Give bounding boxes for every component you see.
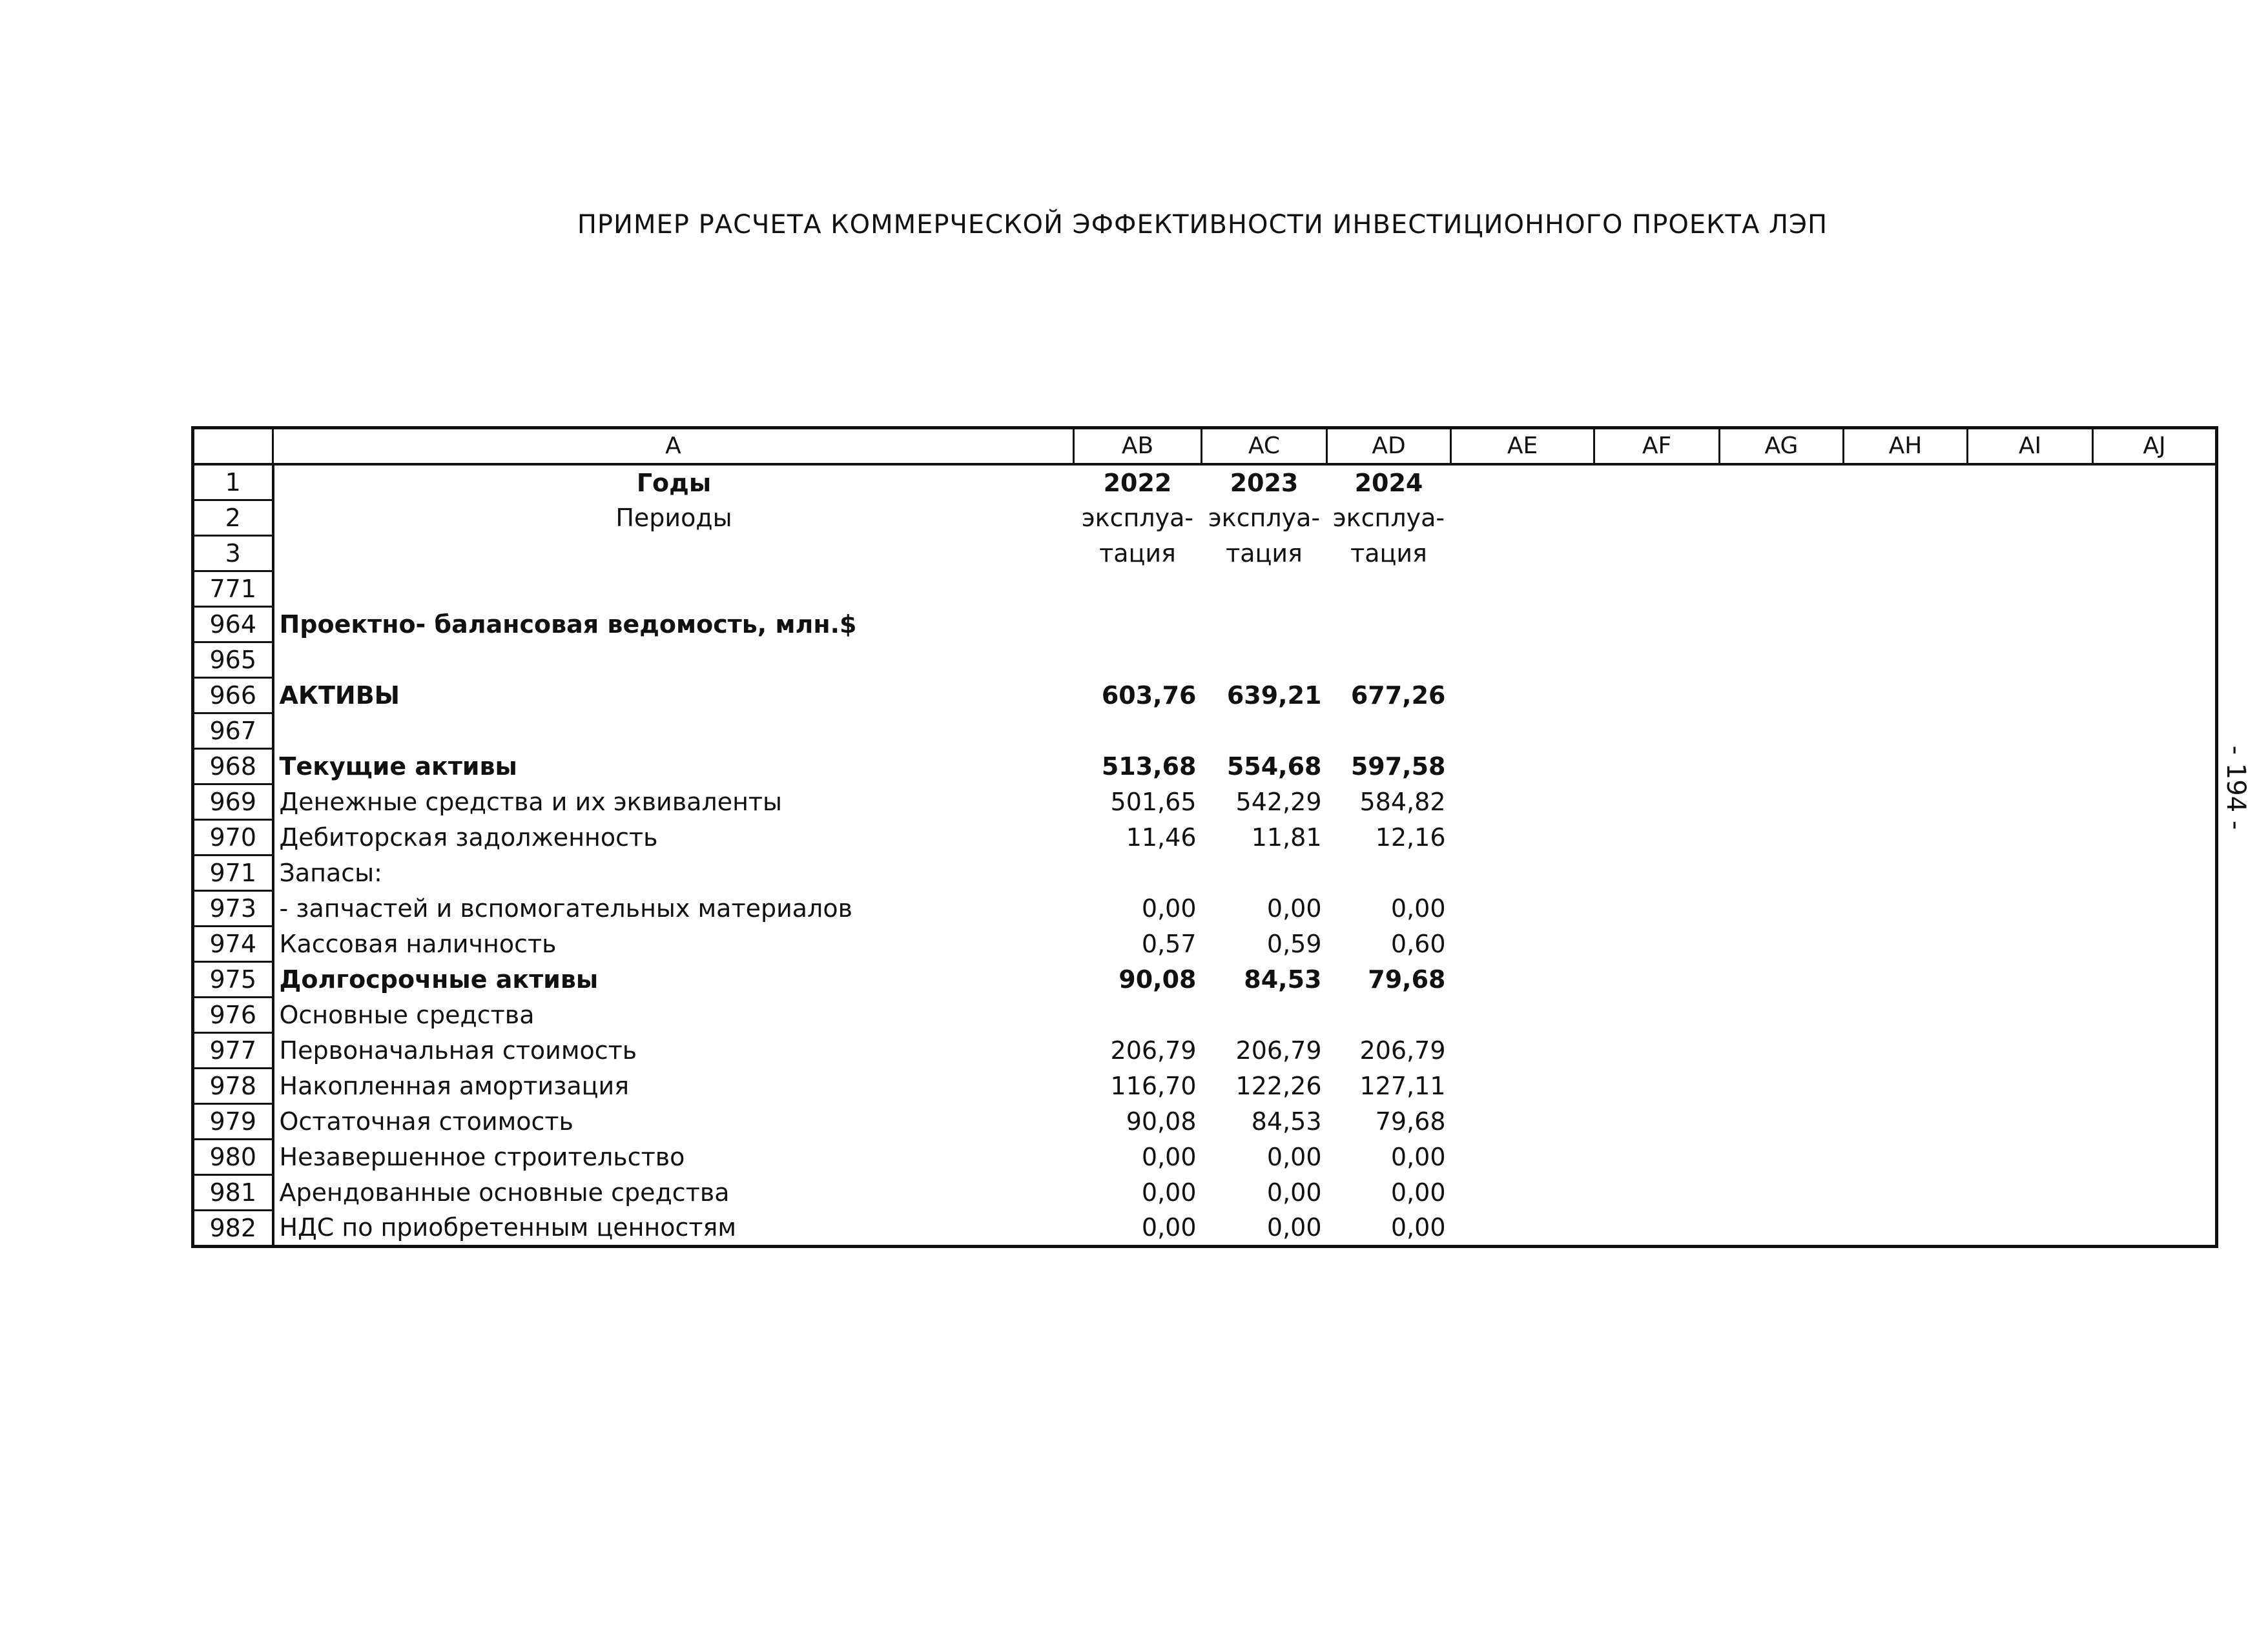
row-label[interactable]: Накопленная амортизация: [279, 1072, 630, 1100]
empty-cell[interactable]: [1720, 607, 1844, 642]
table-row: [193, 1033, 2217, 1069]
table-row: [193, 642, 2217, 678]
row-number[interactable]: 967: [193, 713, 273, 749]
column-header-ah[interactable]: AH: [1844, 428, 1968, 465]
cell-ab[interactable]: 513,68: [1101, 752, 1197, 781]
cell-ab[interactable]: 0,57: [1141, 930, 1197, 958]
cell-ad[interactable]: 0,00: [1390, 1213, 1446, 1242]
empty-cell[interactable]: [1844, 1140, 1968, 1175]
row-label[interactable]: Долгосрочные активы: [279, 965, 599, 994]
row-label[interactable]: [273, 642, 1074, 678]
cell-ac[interactable]: [1202, 998, 1327, 1033]
empty-cell[interactable]: [1968, 1175, 2093, 1211]
empty-cell[interactable]: [1594, 607, 1720, 642]
empty-cell[interactable]: [1594, 536, 1720, 571]
row-number[interactable]: 968: [193, 749, 273, 784]
cell-ac[interactable]: 554,68: [1226, 752, 1322, 781]
table-row: [193, 1069, 2217, 1104]
empty-cell[interactable]: [1844, 464, 1968, 500]
row-number[interactable]: 982: [193, 1211, 273, 1247]
empty-cell[interactable]: [1844, 784, 1968, 820]
cell-ab[interactable]: [1074, 642, 1202, 678]
cell-ad[interactable]: 0,00: [1390, 894, 1446, 923]
empty-cell[interactable]: [2093, 1211, 2217, 1247]
column-header-ag[interactable]: AG: [1720, 428, 1844, 465]
empty-cell[interactable]: [2093, 500, 2217, 536]
empty-cell[interactable]: [1844, 927, 1968, 962]
spreadsheet-table: [191, 426, 2218, 1248]
cell-ab[interactable]: [1074, 998, 1202, 1033]
empty-cell[interactable]: [1451, 891, 1594, 927]
empty-cell[interactable]: [2093, 642, 2217, 678]
empty-cell[interactable]: [1844, 571, 1968, 607]
empty-cell[interactable]: [1451, 500, 1594, 536]
empty-cell[interactable]: [1594, 571, 1720, 607]
row-label[interactable]: [273, 571, 1074, 607]
empty-cell[interactable]: [2093, 536, 2217, 571]
empty-cell[interactable]: [1451, 1069, 1594, 1104]
empty-cell[interactable]: [1594, 820, 1720, 855]
empty-cell[interactable]: [1594, 891, 1720, 927]
empty-cell[interactable]: [2093, 927, 2217, 962]
empty-cell[interactable]: [1968, 784, 2093, 820]
cell-ac[interactable]: [1202, 855, 1327, 891]
cell-ad[interactable]: 677,26: [1350, 681, 1446, 710]
empty-cell[interactable]: [1844, 962, 1968, 998]
empty-cell[interactable]: [1968, 713, 2093, 749]
cell-ad[interactable]: 0,00: [1390, 1178, 1446, 1207]
empty-cell[interactable]: [1594, 927, 1720, 962]
empty-cell[interactable]: [1594, 1175, 1720, 1211]
empty-cell[interactable]: [1720, 820, 1844, 855]
empty-cell[interactable]: [1968, 855, 2093, 891]
empty-cell[interactable]: [1451, 642, 1594, 678]
empty-cell[interactable]: [1720, 500, 1844, 536]
row-label[interactable]: Годы: [636, 468, 712, 497]
cell-ad[interactable]: 206,79: [1359, 1036, 1446, 1065]
row-number[interactable]: 965: [193, 642, 273, 678]
empty-cell[interactable]: [1968, 464, 2093, 500]
empty-cell[interactable]: [1968, 927, 2093, 962]
empty-cell[interactable]: [1720, 571, 1844, 607]
empty-cell[interactable]: [2093, 784, 2217, 820]
empty-cell[interactable]: [2093, 855, 2217, 891]
empty-cell[interactable]: [1844, 1069, 1968, 1104]
column-header-ac[interactable]: AC: [1202, 428, 1327, 465]
row-number[interactable]: 977: [193, 1033, 273, 1069]
empty-cell[interactable]: [2093, 464, 2217, 500]
empty-cell[interactable]: [2093, 820, 2217, 855]
empty-cell[interactable]: [1720, 1069, 1844, 1104]
cell-ab[interactable]: 2022: [1103, 468, 1172, 497]
empty-cell[interactable]: [2093, 713, 2217, 749]
cell-ab[interactable]: 0,00: [1141, 1213, 1197, 1242]
empty-cell[interactable]: [1720, 891, 1844, 927]
cell-ac[interactable]: [1202, 713, 1327, 749]
row-label[interactable]: Денежные средства и их эквиваленты: [279, 788, 783, 816]
row-number[interactable]: 3: [193, 536, 273, 571]
cell-ad[interactable]: [1327, 607, 1451, 642]
cell-ad[interactable]: 127,11: [1359, 1072, 1446, 1100]
page-title: ПРИМЕР РАСЧЕТА КОММЕРЧЕСКОЙ ЭФФЕКТИВНОСТИ ИНВЕСТИЦИОННОГО ПРОЕКТА ЛЭП: [577, 210, 1828, 240]
empty-cell[interactable]: [1968, 998, 2093, 1033]
empty-cell[interactable]: [1720, 962, 1844, 998]
empty-cell[interactable]: [1594, 678, 1720, 713]
row-number[interactable]: 978: [193, 1069, 273, 1104]
row-label[interactable]: Первоначальная стоимость: [279, 1036, 637, 1065]
cell-ad[interactable]: [1327, 855, 1451, 891]
empty-cell[interactable]: [1451, 855, 1594, 891]
empty-cell[interactable]: [1720, 642, 1844, 678]
empty-cell[interactable]: [1451, 820, 1594, 855]
empty-cell[interactable]: [1968, 571, 2093, 607]
column-header-a[interactable]: A: [273, 428, 1074, 465]
table-row: [193, 678, 2217, 713]
row-label[interactable]: [273, 536, 1074, 571]
row-label[interactable]: НДС по приобретенным ценностям: [279, 1213, 737, 1242]
cell-ab[interactable]: 0,00: [1141, 1143, 1197, 1171]
cell-ad[interactable]: тация: [1350, 539, 1427, 568]
empty-cell[interactable]: [1451, 464, 1594, 500]
row-number[interactable]: 969: [193, 784, 273, 820]
empty-cell[interactable]: [1451, 571, 1594, 607]
cell-ad[interactable]: 79,68: [1375, 1107, 1446, 1136]
empty-cell[interactable]: [1968, 820, 2093, 855]
empty-cell[interactable]: [1720, 784, 1844, 820]
cell-ad[interactable]: 584,82: [1359, 788, 1446, 816]
cell-ac[interactable]: 0,00: [1266, 1213, 1322, 1242]
empty-cell[interactable]: [1594, 1069, 1720, 1104]
column-header-row: [193, 428, 2217, 465]
cell-ac[interactable]: 11,81: [1251, 823, 1322, 852]
column-header-aj[interactable]: AJ: [2093, 428, 2217, 465]
table-row: [193, 713, 2217, 749]
cell-ab[interactable]: [1074, 571, 1202, 607]
empty-cell[interactable]: [1451, 784, 1594, 820]
empty-cell[interactable]: [1594, 1033, 1720, 1069]
table-row: [193, 962, 2217, 998]
empty-cell[interactable]: [1451, 1140, 1594, 1175]
empty-cell[interactable]: [1720, 927, 1844, 962]
empty-cell[interactable]: [2093, 1033, 2217, 1069]
cell-ac[interactable]: тация: [1226, 539, 1303, 568]
empty-cell[interactable]: [1720, 1140, 1844, 1175]
row-label[interactable]: Дебиторская задолженность: [279, 823, 658, 852]
table-row: [193, 891, 2217, 927]
cell-ad[interactable]: 0,60: [1390, 930, 1446, 958]
empty-cell[interactable]: [2093, 749, 2217, 784]
row-number[interactable]: 2: [193, 500, 273, 536]
empty-cell[interactable]: [1968, 678, 2093, 713]
row-label[interactable]: Незавершенное строительство: [279, 1143, 685, 1171]
row-label[interactable]: Основные средства: [279, 1001, 535, 1029]
cell-ad[interactable]: 597,58: [1350, 752, 1446, 781]
empty-cell[interactable]: [1720, 1033, 1844, 1069]
empty-cell[interactable]: [1451, 1033, 1594, 1069]
table-row: [193, 1104, 2217, 1140]
empty-cell[interactable]: [1720, 464, 1844, 500]
empty-cell[interactable]: [1968, 536, 2093, 571]
empty-cell[interactable]: [1844, 1104, 1968, 1140]
empty-cell[interactable]: [1968, 607, 2093, 642]
row-label[interactable]: Текущие активы: [279, 752, 517, 781]
empty-cell[interactable]: [1451, 713, 1594, 749]
cell-ad[interactable]: [1327, 571, 1451, 607]
cell-ab[interactable]: 206,79: [1110, 1036, 1197, 1065]
row-label[interactable]: [273, 713, 1074, 749]
row-number[interactable]: 771: [193, 571, 273, 607]
row-number[interactable]: 975: [193, 962, 273, 998]
cell-ab[interactable]: [1074, 713, 1202, 749]
empty-cell[interactable]: [1844, 536, 1968, 571]
empty-cell[interactable]: [2093, 571, 2217, 607]
cell-ac[interactable]: 122,26: [1235, 1072, 1322, 1100]
cell-ac[interactable]: [1202, 642, 1327, 678]
empty-cell[interactable]: [1720, 1104, 1844, 1140]
empty-cell[interactable]: [1594, 642, 1720, 678]
row-label[interactable]: АКТИВЫ: [279, 681, 400, 710]
cell-ad[interactable]: [1327, 642, 1451, 678]
table-row: [193, 998, 2217, 1033]
row-number[interactable]: 979: [193, 1104, 273, 1140]
empty-cell[interactable]: [1844, 749, 1968, 784]
empty-cell[interactable]: [2093, 607, 2217, 642]
cell-ac[interactable]: 542,29: [1235, 788, 1322, 816]
row-label[interactable]: Периоды: [615, 504, 732, 532]
empty-cell[interactable]: [1844, 998, 1968, 1033]
cell-ab[interactable]: 0,00: [1141, 894, 1197, 923]
row-label[interactable]: - запчастей и вспомогательных материалов: [279, 894, 852, 923]
page-number-label: - 194 -: [2221, 745, 2251, 830]
cell-ac[interactable]: 84,53: [1244, 965, 1322, 994]
empty-cell[interactable]: [1844, 1211, 1968, 1247]
empty-cell[interactable]: [1968, 1104, 2093, 1140]
row-number[interactable]: 973: [193, 891, 273, 927]
table-row: [193, 749, 2217, 784]
cell-ac[interactable]: 2023: [1230, 468, 1299, 497]
empty-cell[interactable]: [1594, 1104, 1720, 1140]
empty-cell[interactable]: [1844, 855, 1968, 891]
cell-ac[interactable]: 206,79: [1235, 1036, 1322, 1065]
cell-ad[interactable]: эксплуа-: [1332, 504, 1445, 532]
empty-cell[interactable]: [1451, 536, 1594, 571]
empty-cell[interactable]: [1844, 820, 1968, 855]
empty-cell[interactable]: [2093, 1104, 2217, 1140]
page-number: [2216, 710, 2255, 865]
empty-cell[interactable]: [1720, 678, 1844, 713]
cell-ad[interactable]: 12,16: [1375, 823, 1446, 852]
cell-ac[interactable]: 639,21: [1226, 681, 1322, 710]
empty-cell[interactable]: [1451, 998, 1594, 1033]
empty-cell[interactable]: [1844, 713, 1968, 749]
empty-cell[interactable]: [2093, 1175, 2217, 1211]
empty-cell[interactable]: [1720, 1175, 1844, 1211]
empty-cell[interactable]: [1720, 1211, 1844, 1247]
empty-cell[interactable]: [1720, 998, 1844, 1033]
cell-ad[interactable]: 2024: [1354, 468, 1423, 497]
cell-ac[interactable]: 0,59: [1266, 930, 1322, 958]
cell-ac[interactable]: [1202, 607, 1327, 642]
table-row: [193, 1140, 2217, 1175]
row-label[interactable]: Запасы:: [279, 859, 382, 887]
row-number[interactable]: 966: [193, 678, 273, 713]
empty-cell[interactable]: [1451, 927, 1594, 962]
row-number[interactable]: 980: [193, 1140, 273, 1175]
table-row: [193, 500, 2217, 536]
row-number[interactable]: 970: [193, 820, 273, 855]
empty-cell[interactable]: [1844, 1175, 1968, 1211]
empty-cell[interactable]: [1844, 607, 1968, 642]
table-row: [193, 607, 2217, 642]
empty-cell[interactable]: [2093, 678, 2217, 713]
row-label[interactable]: Кассовая наличность: [279, 930, 557, 958]
empty-cell[interactable]: [1451, 749, 1594, 784]
cell-ac[interactable]: 0,00: [1266, 894, 1322, 923]
cell-ad[interactable]: 0,00: [1390, 1143, 1446, 1171]
column-header-ad[interactable]: AD: [1327, 428, 1451, 465]
row-number[interactable]: 974: [193, 927, 273, 962]
empty-cell[interactable]: [1968, 962, 2093, 998]
cell-ac[interactable]: 0,00: [1266, 1178, 1322, 1207]
empty-cell[interactable]: [1844, 891, 1968, 927]
empty-cell[interactable]: [2093, 1140, 2217, 1175]
empty-cell[interactable]: [2093, 891, 2217, 927]
empty-cell[interactable]: [1451, 1104, 1594, 1140]
row-number[interactable]: 971: [193, 855, 273, 891]
table-row: [193, 855, 2217, 891]
row-number[interactable]: 976: [193, 998, 273, 1033]
cell-ab[interactable]: 116,70: [1110, 1072, 1197, 1100]
empty-cell[interactable]: [1594, 784, 1720, 820]
cell-ad[interactable]: [1327, 713, 1451, 749]
table-row: [193, 820, 2217, 855]
cell-ac[interactable]: эксплуа-: [1208, 504, 1321, 532]
cell-ab[interactable]: [1074, 855, 1202, 891]
empty-cell[interactable]: [1720, 749, 1844, 784]
cell-ab[interactable]: 11,46: [1126, 823, 1197, 852]
cell-ab[interactable]: 90,08: [1126, 1107, 1197, 1136]
empty-cell[interactable]: [1968, 1140, 2093, 1175]
row-label[interactable]: Остаточная стоимость: [279, 1107, 573, 1136]
empty-cell[interactable]: [1451, 607, 1594, 642]
empty-cell[interactable]: [1594, 749, 1720, 784]
table-row: [193, 784, 2217, 820]
section-title[interactable]: Проектно- балансовая ведомость, млн.$: [279, 610, 857, 639]
empty-cell[interactable]: [2093, 1069, 2217, 1104]
empty-cell[interactable]: [1968, 642, 2093, 678]
empty-cell[interactable]: [1594, 855, 1720, 891]
empty-cell[interactable]: [2093, 998, 2217, 1033]
cell-ab[interactable]: 603,76: [1101, 681, 1197, 710]
empty-cell[interactable]: [1968, 891, 2093, 927]
table-row: [193, 464, 2217, 500]
empty-cell[interactable]: [1594, 1211, 1720, 1247]
table-row: [193, 571, 2217, 607]
empty-cell[interactable]: [1451, 1211, 1594, 1247]
empty-cell[interactable]: [1844, 1033, 1968, 1069]
empty-cell[interactable]: [1594, 713, 1720, 749]
empty-cell[interactable]: [2093, 962, 2217, 998]
table-row: [193, 927, 2217, 962]
row-number[interactable]: 981: [193, 1175, 273, 1211]
empty-cell[interactable]: [1720, 536, 1844, 571]
empty-cell[interactable]: [1720, 855, 1844, 891]
column-header-af[interactable]: AF: [1594, 428, 1720, 465]
empty-cell[interactable]: [1594, 998, 1720, 1033]
empty-cell[interactable]: [1844, 678, 1968, 713]
column-header-ai[interactable]: AI: [1968, 428, 2093, 465]
cell-ab[interactable]: 0,00: [1141, 1178, 1197, 1207]
table-row: [193, 1175, 2217, 1211]
table-row: [193, 1211, 2217, 1247]
empty-cell[interactable]: [1968, 1069, 2093, 1104]
empty-cell[interactable]: [1451, 1175, 1594, 1211]
column-header-ab[interactable]: AB: [1074, 428, 1202, 465]
cell-ab[interactable]: тация: [1099, 539, 1176, 568]
empty-cell[interactable]: [1968, 1211, 2093, 1247]
cell-ac[interactable]: 0,00: [1266, 1143, 1322, 1171]
cell-ab[interactable]: 501,65: [1110, 788, 1197, 816]
cell-ab[interactable]: эксплуа-: [1081, 504, 1194, 532]
empty-cell[interactable]: [1594, 500, 1720, 536]
corner-cell[interactable]: [193, 428, 273, 465]
cell-ab[interactable]: 90,08: [1119, 965, 1197, 994]
empty-cell[interactable]: [1844, 500, 1968, 536]
cell-ac[interactable]: [1202, 571, 1327, 607]
empty-cell[interactable]: [1968, 500, 2093, 536]
row-label[interactable]: Арендованные основные средства: [279, 1178, 730, 1207]
cell-ad[interactable]: [1327, 998, 1451, 1033]
cell-ad[interactable]: 79,68: [1368, 965, 1446, 994]
empty-cell[interactable]: [1594, 962, 1720, 998]
empty-cell[interactable]: [1968, 1033, 2093, 1069]
empty-cell[interactable]: [1451, 678, 1594, 713]
empty-cell[interactable]: [1844, 642, 1968, 678]
empty-cell[interactable]: [1968, 749, 2093, 784]
table-row: [193, 536, 2217, 571]
row-number[interactable]: 1: [193, 464, 273, 500]
empty-cell[interactable]: [1451, 962, 1594, 998]
cell-ac[interactable]: 84,53: [1251, 1107, 1322, 1136]
empty-cell[interactable]: [1594, 464, 1720, 500]
column-header-ae[interactable]: AE: [1451, 428, 1594, 465]
empty-cell[interactable]: [1720, 713, 1844, 749]
cell-ab[interactable]: [1074, 607, 1202, 642]
empty-cell[interactable]: [1594, 1140, 1720, 1175]
row-number[interactable]: 964: [193, 607, 273, 642]
